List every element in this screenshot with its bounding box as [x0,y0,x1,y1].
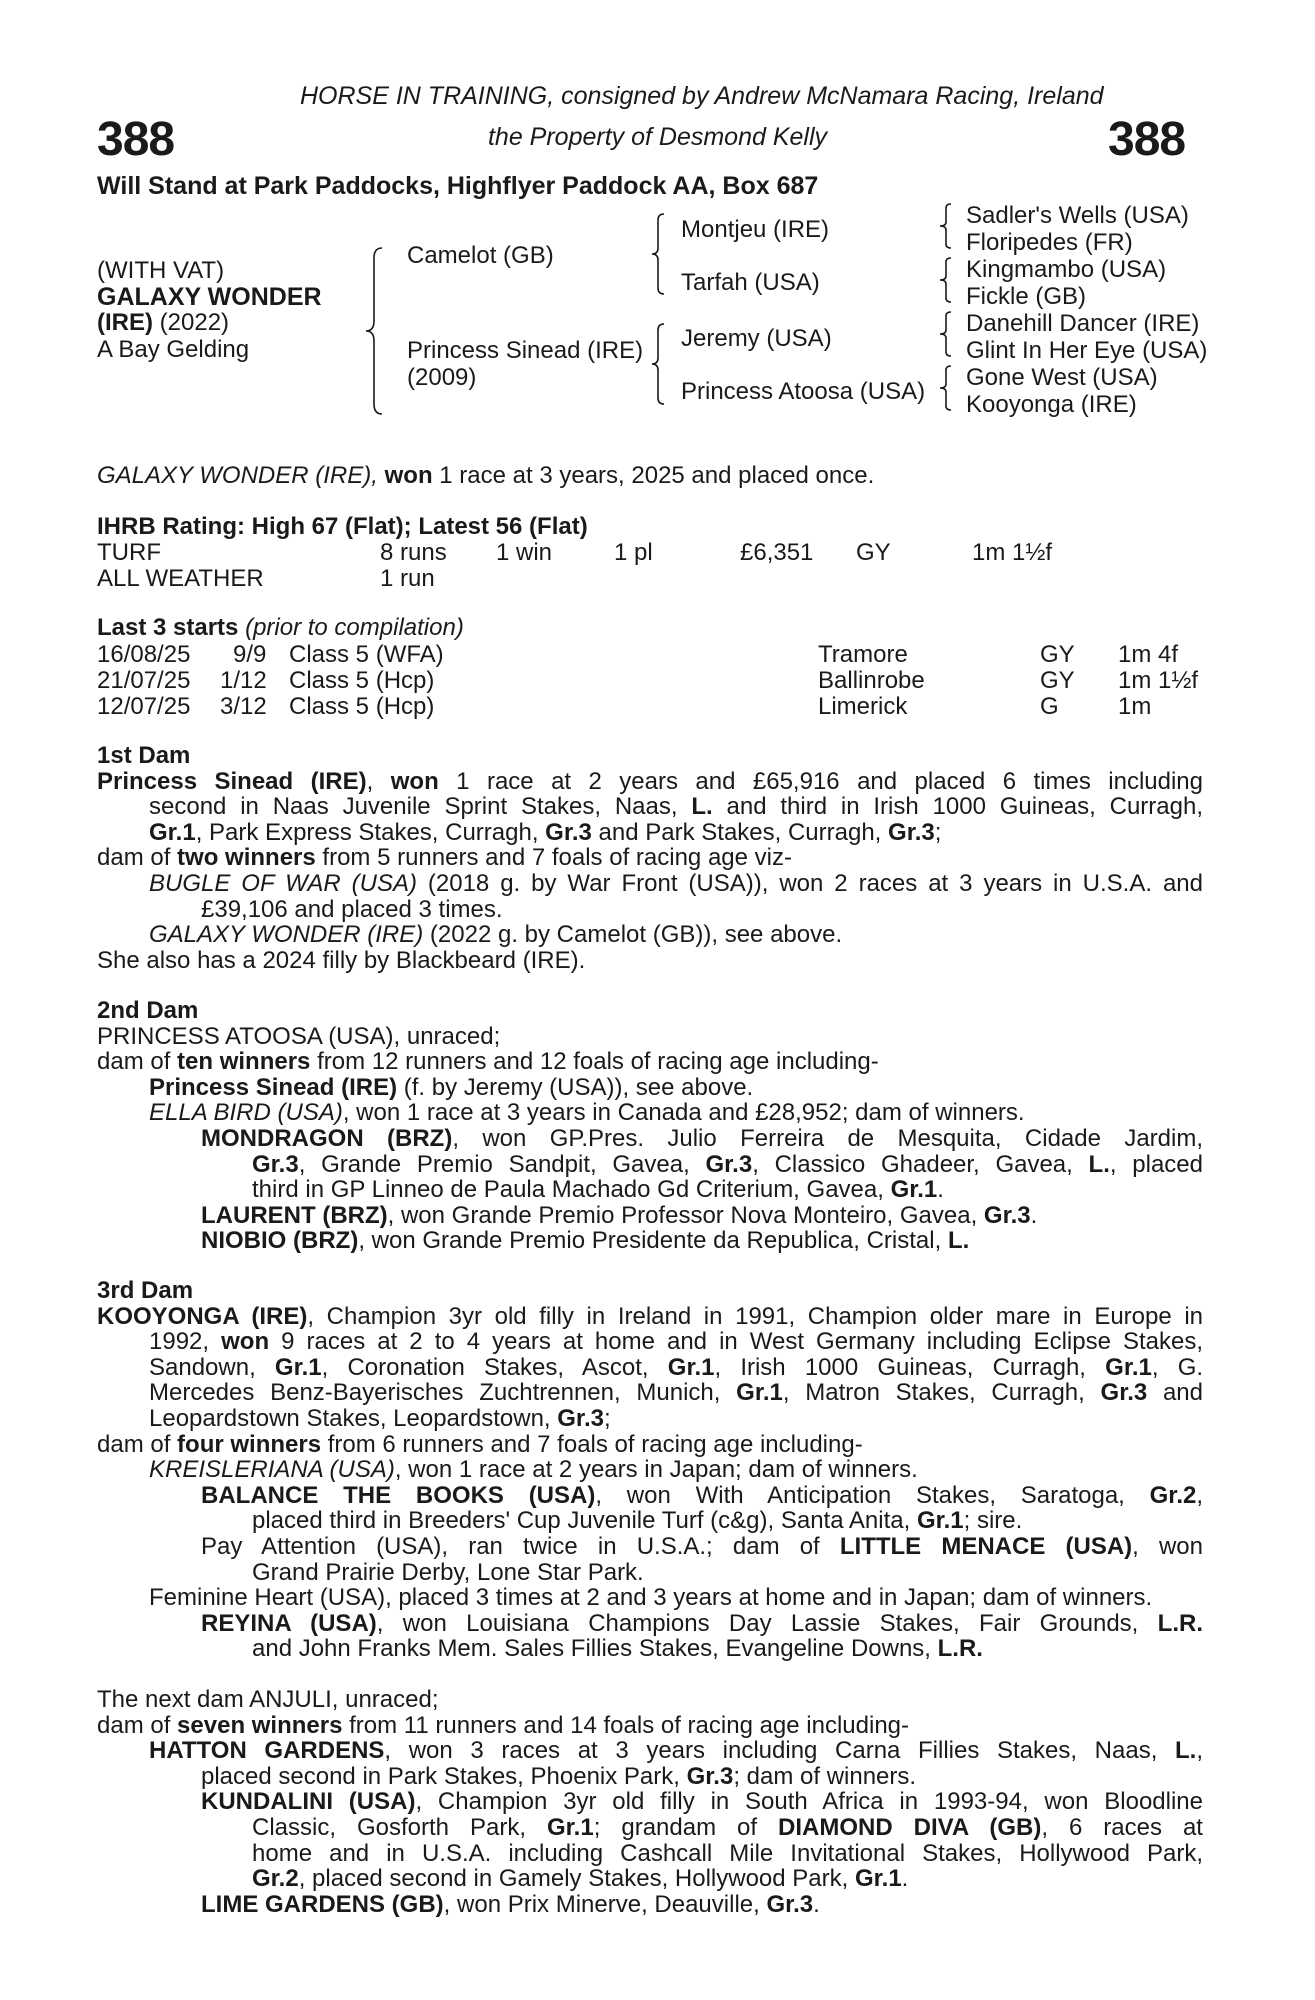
third-dam-line: and John Franks Mem. Sales Fillies Stakes, Evangeline Downs, L.R. [252,1635,983,1663]
first-dam-line: £39,106 and placed 3 times. [201,895,503,923]
third-dam-title: 3rd Dam [97,1277,194,1304]
third-dam-line: BALANCE THE BOOKS (USA), won With Anticipation Stakes, Saratoga, Gr.2, [201,1481,1204,1509]
start-class: Class 5 (Hcp) [289,693,435,720]
lot-number-right: 388 [1108,113,1186,166]
third-dam-line: Grand Prairie Derby, Lone Star Park. [252,1558,644,1586]
second-dam-line: ELLA BIRD (USA), won 1 race at 3 years in Canada and £28,952; dam of winners. [149,1099,1025,1127]
start-going: G [1040,693,1059,720]
pedigree-ggp-1: Sadler's Wells (USA) [966,202,1189,229]
pedigree-dam: Princess Sinead (IRE) [407,337,644,364]
third-dam-line: Leopardstown Stakes, Leopardstown, Gr.3; [149,1404,611,1432]
pedigree-ggp-3: Kingmambo (USA) [966,256,1167,283]
next-dam-line: Gr.2, placed second in Gamely Stakes, Hollywood Park, Gr.1. [252,1865,909,1893]
pedigree-brace-sire [650,212,670,296]
third-dam-line: KOOYONGA (IRE), Champion 3yr old filly in Ireland in 1991, Champion older mare in Europe in [97,1302,1203,1330]
turf-wins: 1 win [496,539,553,566]
start-date: 16/08/25 [97,641,191,668]
horse-origin-year [97,309,229,337]
first-dam-line: GALAXY WONDER (IRE) (2022 g. by Camelot (GB)), see above. [149,921,843,949]
pedigree-brace-g3 [938,310,956,358]
first-dam-line: second in Naas Juvenile Sprint Stakes, Naas, L. and third in Irish 1000 Guineas, Curragh, [149,793,1204,821]
third-dam-line: KREISLERIANA (USA), won 1 race at 2 years in Japan; dam of winners. [149,1456,918,1484]
second-dam-line: Princess Sinead (IRE) (f. by Jeremy (USA)), see above. [149,1073,754,1101]
second-dam-line: Gr.3, Grande Premio Sandpit, Gavea, Gr.3, Classico Ghadeer, Gavea, L., placed [252,1150,1203,1178]
first-dam-line: Gr.1, Park Express Stakes, Curragh, Gr.3 and Park Stakes, Curragh, Gr.3; [149,818,942,846]
vat-note: (WITH VAT) [97,257,225,284]
start-date: 12/07/25 [97,693,191,720]
first-dam-line: dam of two winners from 5 runners and 7 foals of racing age viz- [97,844,792,872]
start-going: GY [1040,667,1075,694]
second-dam-line: third in GP Linneo de Paula Machado Gd Criterium, Gavea, Gr.1. [252,1176,944,1204]
pedigree-ggp-8: Kooyonga (IRE) [966,391,1137,418]
start-distance: 1m [1118,693,1152,720]
start-date: 21/07/25 [97,667,191,694]
second-dam-line: MONDRAGON (BRZ), won GP.Pres. Julio Ferreira de Mesquita, Cidade Jardim, [201,1124,1203,1152]
horse-year: (2022) [153,309,230,336]
start-course: Ballinrobe [818,667,925,694]
start-position: 1/12 [220,667,267,694]
turf-surface: TURF [97,539,161,566]
second-dam-line: NIOBIO (BRZ), won Grande Premio Presidente da Republica, Cristal, L. [201,1227,970,1255]
start-course: Tramore [818,641,908,668]
horse-origin: (IRE) [97,309,153,336]
start-distance: 1m 4f [1118,641,1179,668]
next-dam-line: placed second in Park Stakes, Phoenix Park, Gr.3; dam of winners. [201,1762,917,1790]
race-summary: GALAXY WONDER (IRE), won 1 race at 3 years, 2025 and placed once. [97,462,875,489]
rating-title: IHRB Rating: High 67 (Flat); Latest 56 (Flat) [97,513,588,540]
turf-going: GY [856,539,891,566]
turf-placed: 1 pl [614,539,653,566]
third-dam-line: Feminine Heart (USA), placed 3 times at 2 and 3 years at home and in Japan; dam of winners. [149,1584,1153,1612]
horse-description: A Bay Gelding [97,336,250,363]
turf-distance: 1m 1½f [972,539,1053,566]
property-line: the Property of Desmond Kelly [487,123,828,151]
pedigree-brace-g2 [938,256,956,304]
third-dam-section [97,1278,1203,1662]
second-dam-line: PRINCESS ATOOSA (USA), unraced; [97,1022,501,1050]
pedigree-dam-dam: Princess Atoosa (USA) [681,378,926,405]
second-dam-line: LAURENT (BRZ), won Grande Premio Professor Nova Monteiro, Gavea, Gr.3. [201,1201,1038,1229]
aw-surface: ALL WEATHER [97,565,264,592]
third-dam-line: Pay Attention (USA), ran twice in U.S.A.; dam of LITTLE MENACE (USA), won [201,1532,1203,1560]
pedigree-ggp-4: Fickle (GB) [966,283,1086,310]
horse-name: GALAXY WONDER [97,283,322,311]
aw-runs: 1 run [380,565,435,592]
first-dam-line: She also has a 2024 filly by Blackbeard (IRE). [97,946,586,974]
stand-location: Will Stand at Park Paddocks, Highflyer Paddock AA, Box 687 [97,172,819,200]
next-dam-line: dam of seven winners from 11 runners and 14 foals of racing age including- [97,1711,910,1739]
start-going: GY [1040,641,1075,668]
first-dam-section [97,743,1203,973]
last3-title: Last 3 starts (prior to compilation) [97,614,464,641]
pedigree-dam-sire: Jeremy (USA) [681,325,832,352]
pedigree-ggp-5: Danehill Dancer (IRE) [966,310,1200,337]
lot-number-left: 388 [97,113,175,166]
next-dam-line: Classic, Gosforth Park, Gr.1; grandam of DIAMOND DIVA (GB), 6 races at [252,1813,1203,1841]
first-dam-line: Princess Sinead (IRE), won 1 race at 2 years and £65,916 and placed 6 times including [97,767,1203,795]
second-dam-line: dam of ten winners from 12 runners and 12 foals of racing age including- [97,1048,879,1076]
third-dam-line: placed third in Breeders' Cup Juvenile Turf (c&g), Santa Anita, Gr.1; sire. [252,1507,1023,1535]
consignor-line: HORSE IN TRAINING, consigned by Andrew McNamara Racing, Ireland [300,82,1104,110]
next-dam-line: The next dam ANJULI, unraced; [97,1686,439,1713]
start-position: 9/9 [233,641,267,668]
pedigree-brace-dam [650,322,670,406]
next-dam-line: HATTON GARDENS, won 3 races at 3 years including Carna Fillies Stakes, Naas, L., [149,1737,1204,1765]
pedigree-ggp-6: Glint In Her Eye (USA) [966,337,1208,364]
start-class: Class 5 (Hcp) [289,667,435,694]
start-position: 3/12 [220,693,267,720]
third-dam-line: Sandown, Gr.1, Coronation Stakes, Ascot, Gr.1, Irish 1000 Guineas, Curragh, Gr.1, G. [149,1353,1204,1381]
pedigree-brace-main [364,246,388,416]
second-dam-title: 2nd Dam [97,997,199,1024]
pedigree-ggp-2: Floripedes (FR) [966,229,1133,256]
pedigree-sire: Camelot (GB) [407,242,554,269]
start-class: Class 5 (WFA) [289,641,444,668]
first-dam-line: BUGLE OF WAR (USA) (2018 g. by War Front (USA)), won 2 races at 3 years in U.S.A. and [149,869,1203,897]
start-course: Limerick [818,693,908,720]
first-dam-title: 1st Dam [97,742,191,769]
second-dam-section [97,998,1203,1254]
pedigree-brace-g4 [938,364,956,412]
third-dam-line: Mercedes Benz-Bayerisches Zuchtrennen, Munich, Gr.1, Matron Stakes, Curragh, Gr.3 and [149,1379,1204,1407]
third-dam-line: REYINA (USA), won Louisiana Champions Day Lassie Stakes, Fair Grounds, L.R. [201,1609,1203,1637]
pedigree-dam-year: (2009) [407,364,477,391]
pedigree-sire-dam: Tarfah (USA) [681,269,820,296]
next-dam-line: LIME GARDENS (GB), won Prix Minerve, Deauville, Gr.3. [201,1890,820,1918]
next-dam-line: KUNDALINI (USA), Champion 3yr old filly in South Africa in 1993-94, won Bloodline [201,1788,1204,1816]
next-dam-section [97,1687,1203,1917]
third-dam-line: 1992, won 9 races at 2 to 4 years at home and in West Germany including Eclipse Stakes, [149,1328,1204,1356]
start-distance: 1m 1½f [1118,667,1199,694]
turf-prize: £6,351 [740,539,814,566]
turf-runs: 8 runs [380,539,447,566]
third-dam-line: dam of four winners from 6 runners and 7 foals of racing age including- [97,1430,863,1458]
next-dam-line: home and in U.S.A. including Cashcall Mile Invitational Stakes, Hollywood Park, [252,1839,1203,1867]
pedigree-brace-g1 [938,202,956,250]
pedigree-sire-sire: Montjeu (IRE) [681,216,830,243]
pedigree-ggp-7: Gone West (USA) [966,364,1158,391]
